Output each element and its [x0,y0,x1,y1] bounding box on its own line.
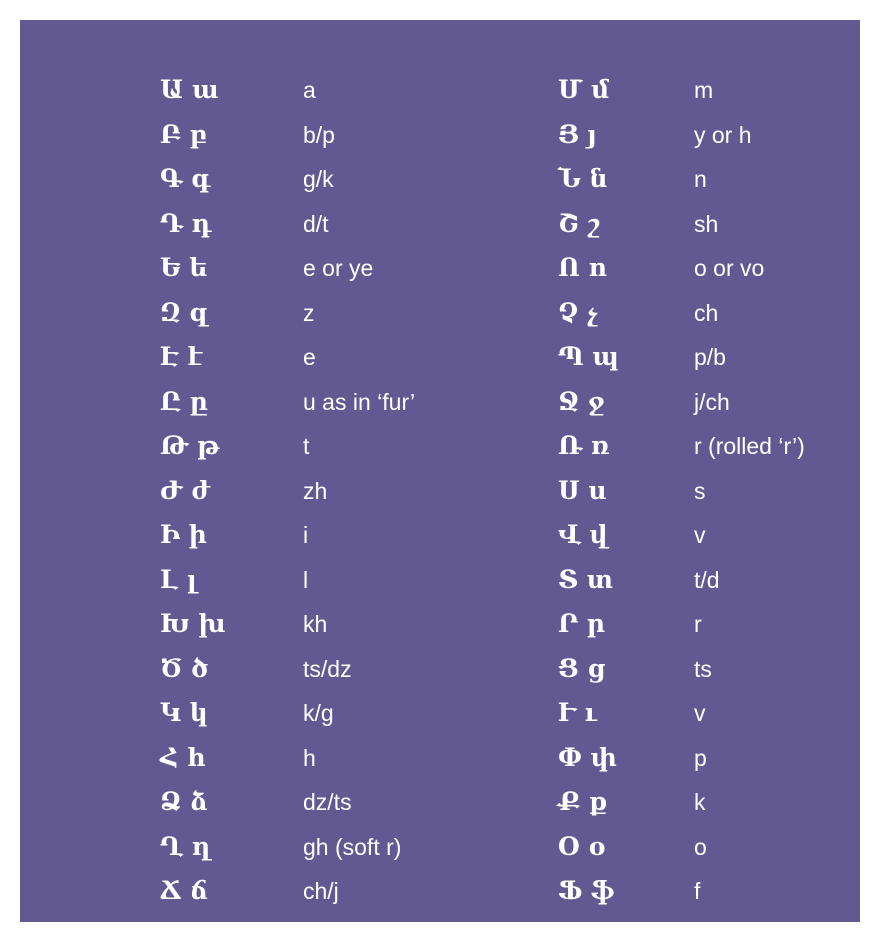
sound-value: sh [694,210,719,237]
letter-pair: Տ տ [558,564,613,594]
sound-value: b/p [303,121,335,148]
sound-value: gh (soft r) [303,833,402,860]
letter-pair: Ձ ձ [160,787,208,816]
letter-pair: Դ դ [160,208,212,238]
letter-pair: Ի ի [160,520,207,549]
letter-pair: Զ զ [160,297,208,327]
sound-value: ts/dz [303,655,352,682]
sound-value: p/b [694,344,726,370]
sound-value: s [694,477,706,504]
letter-pair: Չ չ [558,297,598,327]
letter-pair: Գ գ [160,164,211,193]
letter-pair: Հ հ [160,742,206,772]
letter-pair: Օ օ [558,831,606,861]
sound-value: v [694,700,706,726]
sound-value: z [303,299,315,326]
letter-pair: Պ պ [558,342,620,371]
sound-value: p [694,744,707,771]
sound-value: m [694,77,714,103]
letter-pair: Ճ ճ [160,876,208,905]
sound-value: e [303,344,316,370]
letter-pair: Ք ք [558,787,608,816]
letter-pair: Լ լ [160,564,197,594]
alphabet-panel [20,20,860,922]
sound-value: o or vo [694,255,765,281]
letter-pair: Ւ ւ [558,698,597,727]
sound-value: g/k [303,166,334,192]
letter-pair: Ն ն [558,164,608,193]
letter-pair: Շ շ [558,208,601,238]
letter-pair: Ծ ծ [160,653,209,683]
letter-pair: Ս ս [558,475,607,505]
sound-value: a [303,77,316,103]
sound-value: j/ch [694,388,730,415]
sound-value: zh [303,477,328,504]
sound-value: f [694,878,701,904]
sound-value: kh [303,611,328,637]
sound-value: i [303,522,309,548]
letter-pair: Բ բ [160,119,207,149]
sound-value: y or h [694,121,752,148]
sound-value: l [303,566,309,593]
letter-pair: Ժ ժ [160,475,211,505]
sound-value: u as in ‘fur’ [303,388,416,415]
letter-pair: Ա ա [160,75,219,104]
letter-pair: Ղ ղ [160,831,211,861]
sound-value: k [694,789,706,815]
letter-pair: Ր ր [558,609,605,638]
letter-pair: Ո ո [558,253,607,282]
letter-pair: Ը ը [160,386,208,416]
sound-value: ts [694,655,712,682]
sound-value: t [303,433,310,459]
letter-pair: Յ յ [558,119,597,149]
letter-pair: Մ մ [558,75,610,104]
letter-pair: Խ խ [160,609,226,638]
letter-pair: Վ վ [558,520,608,549]
letter-pair: Ե ե [160,253,208,282]
letter-pair: Ջ ջ [558,386,605,416]
letter-pair: Թ թ [160,431,220,460]
sound-value: r [694,611,702,637]
sound-value: o [694,833,707,860]
letter-pair: Ֆ ֆ [558,876,615,905]
sound-value: e or ye [303,255,374,281]
sound-value: v [694,522,706,548]
sound-value: h [303,744,316,771]
sound-value: k/g [303,700,334,726]
letter-pair: Է է [160,342,203,371]
sound-value: ch [694,299,719,326]
sound-value: t/d [694,566,720,593]
letter-pair: Կ կ [160,698,208,727]
sound-value: n [694,166,707,192]
sound-value: dz/ts [303,789,352,815]
letter-pair: Փ փ [558,742,617,772]
letter-pair: Ց ց [558,653,606,683]
letter-pair: Ռ ռ [558,431,610,460]
sound-value: ch/j [303,878,339,904]
sound-value: d/t [303,210,329,237]
sound-value: r (rolled ‘r’) [694,433,805,459]
